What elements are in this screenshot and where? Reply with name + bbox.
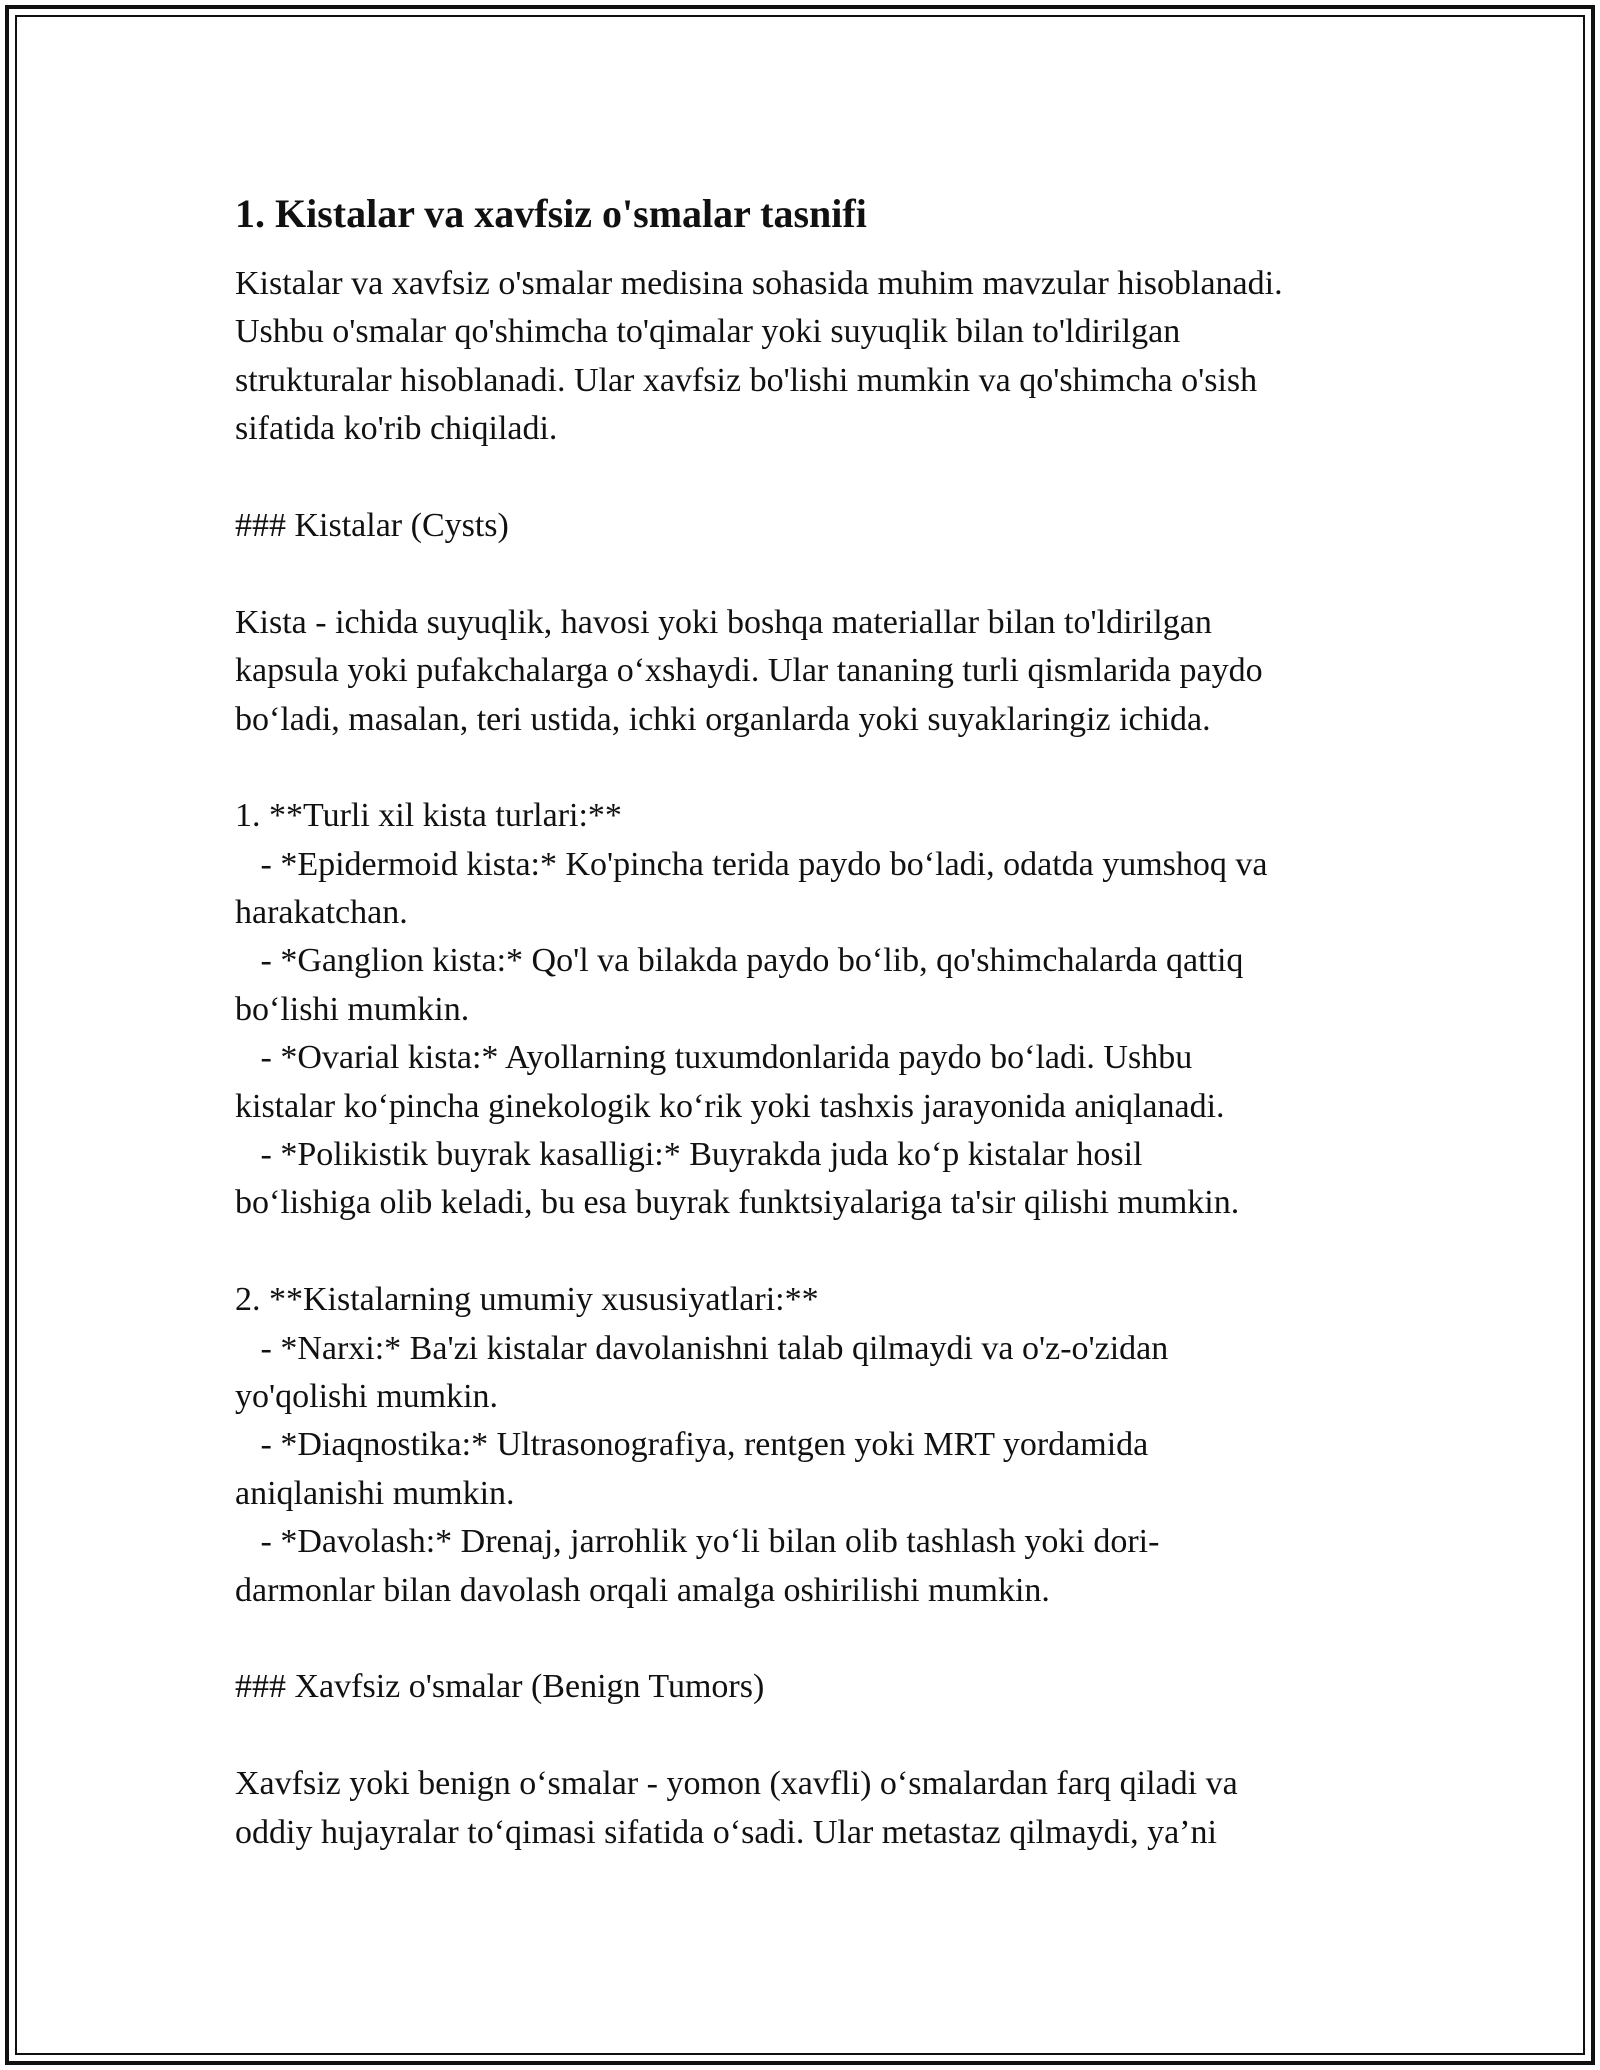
text-line: - *Polikistik buyrak kasalligi:* Buyrakda juda ko‘p kistalar hosil — [235, 1136, 1143, 1174]
text-line: - *Davolash:* Drenaj, jarrohlik yo‘li bilan olib tashlash yoki dori- — [235, 1523, 1160, 1561]
blank-line — [235, 1615, 1395, 1663]
text-line: - *Ganglion kista:* Qo'l va bilakda paydo bo‘lib, qo'shimchalarda qattiq — [235, 942, 1244, 980]
text-line: sifatida ko'rib chiqiladi. — [235, 410, 558, 448]
text-line: 1. **Turli xil kista turlari:** — [235, 797, 622, 835]
text-line: - *Epidermoid kista:* Ko'pincha terida paydo bo‘ladi, odatda yumshoq va — [235, 845, 1268, 883]
text-line: yo'qolishi mumkin. — [235, 1377, 499, 1415]
text-line: 2. **Kistalarning umumiy xususiyatlari:** — [235, 1281, 819, 1319]
text-line: - *Ovarial kista:* Ayollarning tuxumdonlarida paydo bo‘ladi. Ushbu — [235, 1039, 1193, 1077]
text-line: oddiy hujayralar to‘qimasi sifatida o‘sadi. Ular metastaz qilmaydi, ya’ni — [235, 1813, 1217, 1851]
text-line: kapsula yoki pufakchalarga o‘xshaydi. Ular tananing turli qismlarida paydo — [235, 652, 1263, 690]
text-line: bo‘lishi mumkin. — [235, 990, 470, 1028]
text-line: kistalar ko‘pincha ginekologik ko‘rik yoki tashxis jarayonida aniqlanadi. — [235, 1087, 1225, 1125]
document-text — [235, 260, 1395, 1857]
text-line: Kista - ichida suyuqlik, havosi yoki boshqa materiallar bilan to'ldirilgan — [235, 603, 1212, 641]
text-line: Ushbu o'smalar qo'shimcha to'qimalar yoki suyuqlik bilan to'ldirilgan — [235, 313, 1181, 351]
blank-line — [235, 454, 1395, 502]
text-line: bo‘ladi, masalan, teri ustida, ichki organlarda yoki suyaklaringiz ichida. — [235, 700, 1211, 738]
text-line: strukturalar hisoblanadi. Ular xavfsiz bo'lishi mumkin va qo'shimcha o'sish — [235, 361, 1258, 399]
text-line: ### Kistalar (Cysts) — [235, 506, 509, 544]
blank-line — [235, 744, 1395, 792]
text-line: - *Diaqnostika:* Ultrasonografiya, rentgen yoki MRT yordamida — [235, 1426, 1149, 1464]
text-line: darmonlar bilan davolash orqali amalga oshirilishi mumkin. — [235, 1571, 1050, 1609]
text-line: Kistalar va xavfsiz o'smalar medisina sohasida muhim mavzular hisoblanadi. — [235, 265, 1283, 302]
text-line: harakatchan. — [235, 894, 408, 932]
text-line: - *Narxi:* Ba'zi kistalar davolanishni talab qilmaydi va o'z-o'zidan — [235, 1329, 1169, 1367]
text-line: Xavfsiz yoki benign o‘smalar - yomon (xavfli) o‘smalardan farq qiladi va — [235, 1765, 1238, 1803]
blank-line — [235, 1228, 1395, 1276]
blank-line — [235, 550, 1395, 598]
text-line: aniqlanishi mumkin. — [235, 1474, 515, 1512]
text-line: bo‘lishiga olib keladi, bu esa buyrak funktsiyalariga ta'sir qilishi mumkin. — [235, 1184, 1240, 1222]
document-title: 1. Kistalar va xavfsiz o'smalar tasnifi — [235, 191, 867, 236]
document-body — [235, 186, 1395, 1857]
text-line: ### Xavfsiz o'smalar (Benign Tumors) — [235, 1668, 765, 1706]
blank-line — [235, 1712, 1395, 1760]
